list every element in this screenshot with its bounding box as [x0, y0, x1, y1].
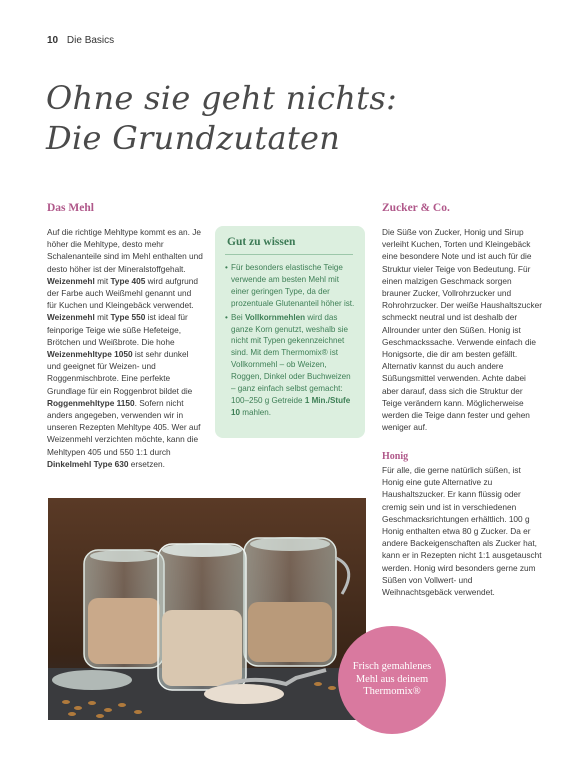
- mehl-text-segment: Roggenmehltype 1150: [47, 397, 135, 408]
- mehl-text-segment: ersetzen.: [128, 458, 165, 469]
- section-name: Die Basics: [66, 35, 115, 46]
- mehl-text-segment: mit: [94, 275, 111, 286]
- mehl-text-segment: mit: [94, 312, 111, 323]
- mehl-text-segment: ist ideal für feinporige Teige wie süße Hefeteige, Brötchen und Weißbrote. Die hohe: [47, 312, 188, 347]
- tip-item-text-segment: Bei: [231, 312, 245, 322]
- mehl-heading: Das Mehl: [47, 202, 94, 214]
- tip-box-divider: [225, 254, 353, 255]
- title-line-1: Ohne sie geht nichts:: [46, 79, 398, 117]
- tip-item-text-segment: 1 Min./Stufe 10: [231, 395, 351, 417]
- tip-item-text-segment: mahlen.: [240, 407, 272, 417]
- mehl-text-segment: ist sehr dunkel und geeignet für Weizen- und Roggenmischbrote. Eine perfekte Grundlage für ein Roggenbrot bildet die: [47, 349, 193, 396]
- mehl-text-segment: Dinkelmehl Type 630: [47, 458, 129, 469]
- tip-item: [225, 312, 357, 419]
- promo-badge: [338, 626, 446, 734]
- page-header: [47, 35, 114, 46]
- mehl-text-segment: Type 405: [110, 275, 146, 286]
- mehl-paragraph: [47, 226, 203, 470]
- mehl-text-segment: Weizenmehltype 1050: [47, 349, 133, 360]
- tip-item-text-segment: Vollkornmehlen: [244, 312, 306, 322]
- tip-item-text-segment: wird das ganze Korn genutzt, weshalb sie nicht mit Typen gekennzeichnet sind. Mit dem Thermomix® ist Vollkornmehl – ob Weizen, Roggen, Dinkel oder Buchweizen – ganz einfach selbst gemacht: 100–250 g Getreide: [231, 312, 351, 405]
- page-number: 10: [47, 35, 59, 46]
- tip-item: [225, 262, 357, 310]
- page-title: [46, 78, 466, 158]
- zucker-heading: Zucker & Co.: [382, 202, 450, 214]
- tip-box: [215, 226, 365, 438]
- mehl-text-segment: . Sofern nicht anders angegeben, verwenden wir in unseren Rezepten Mehltype 405. Wer auf Weizenmehl verzichten möchte, kann die Mehltypen 405 und 550 1:1 durch: [47, 397, 201, 457]
- mehl-text-segment: Type 550: [110, 312, 146, 323]
- honig-heading: Honig: [382, 451, 409, 462]
- mehl-text-segment: Auf die richtige Mehltype kommt es an. Je höher die Mehltype, desto mehr Schalenanteile sind im Mehl enthalten und desto höher ist der Mineralstoffgehalt.: [47, 227, 203, 274]
- tip-box-list: [225, 262, 357, 421]
- tip-item-text-segment: Für besonders elastische Teige verwende am besten Mehl mit einer geringen Type, da der prozentuale Glutenanteil höher ist.: [231, 263, 355, 308]
- flour-jars-photo: [48, 498, 366, 720]
- promo-badge-text: Frisch gemahlenes Mehl aus deinem Thermomix®: [352, 661, 432, 698]
- honig-paragraph: Für alle, die gerne natürlich süßen, ist Honig eine gute Alternative zu Haushaltszucker. Er kann flüssig oder cremig sein und ist in verschiedenen Geschmacksrichtungen erhältlich. 100 g Honig enthalten etwa 80 g Zucker. Da er andere Backeigenschaften als Zucker hat, kann er in Rezepten nicht 1:1 ausgetauscht werden. Honig wird besonders gerne zum Süßen von Vollwert- und Weihnachtsgebäck verwendet.: [382, 465, 542, 598]
- zucker-paragraph: Die Süße von Zucker, Honig und Sirup verleiht Kuchen, Torten und Kleingebäck eine besondere Note und ist auch für die Struktur vieler Teige von Bedeutung. Für einen malzigen Geschmack sorgen brauner Zucker, Vollrohrzucker und Rohrohrzucker. Der weiße Haushaltszucker schmeckt neutral und ist deshalb der Allrounder unter den Süßen. Honig ist Geschmackssache. Verwende einfach die Honigsorte, die dir am besten gefällt. Alternativ kannst du auch andere Süßungsmittel verwenden. Achte dabei aber darauf, dass sich die Struktur der Teige verändern kann. Möglicherweise werden die Teige dann fester und gehen weniger auf.: [382, 227, 543, 433]
- mehl-text-segment: Weizenmehl: [47, 275, 95, 286]
- mehl-text-segment: wird aufgrund der Farbe auch Weißmehl genannt und für Kuchen und Kleingebäck verwendet.: [47, 275, 198, 311]
- tip-box-title: Gut zu wissen: [227, 236, 296, 248]
- title-line-2: Die Grundzutaten: [46, 119, 341, 157]
- mehl-text-segment: Weizenmehl: [47, 312, 95, 323]
